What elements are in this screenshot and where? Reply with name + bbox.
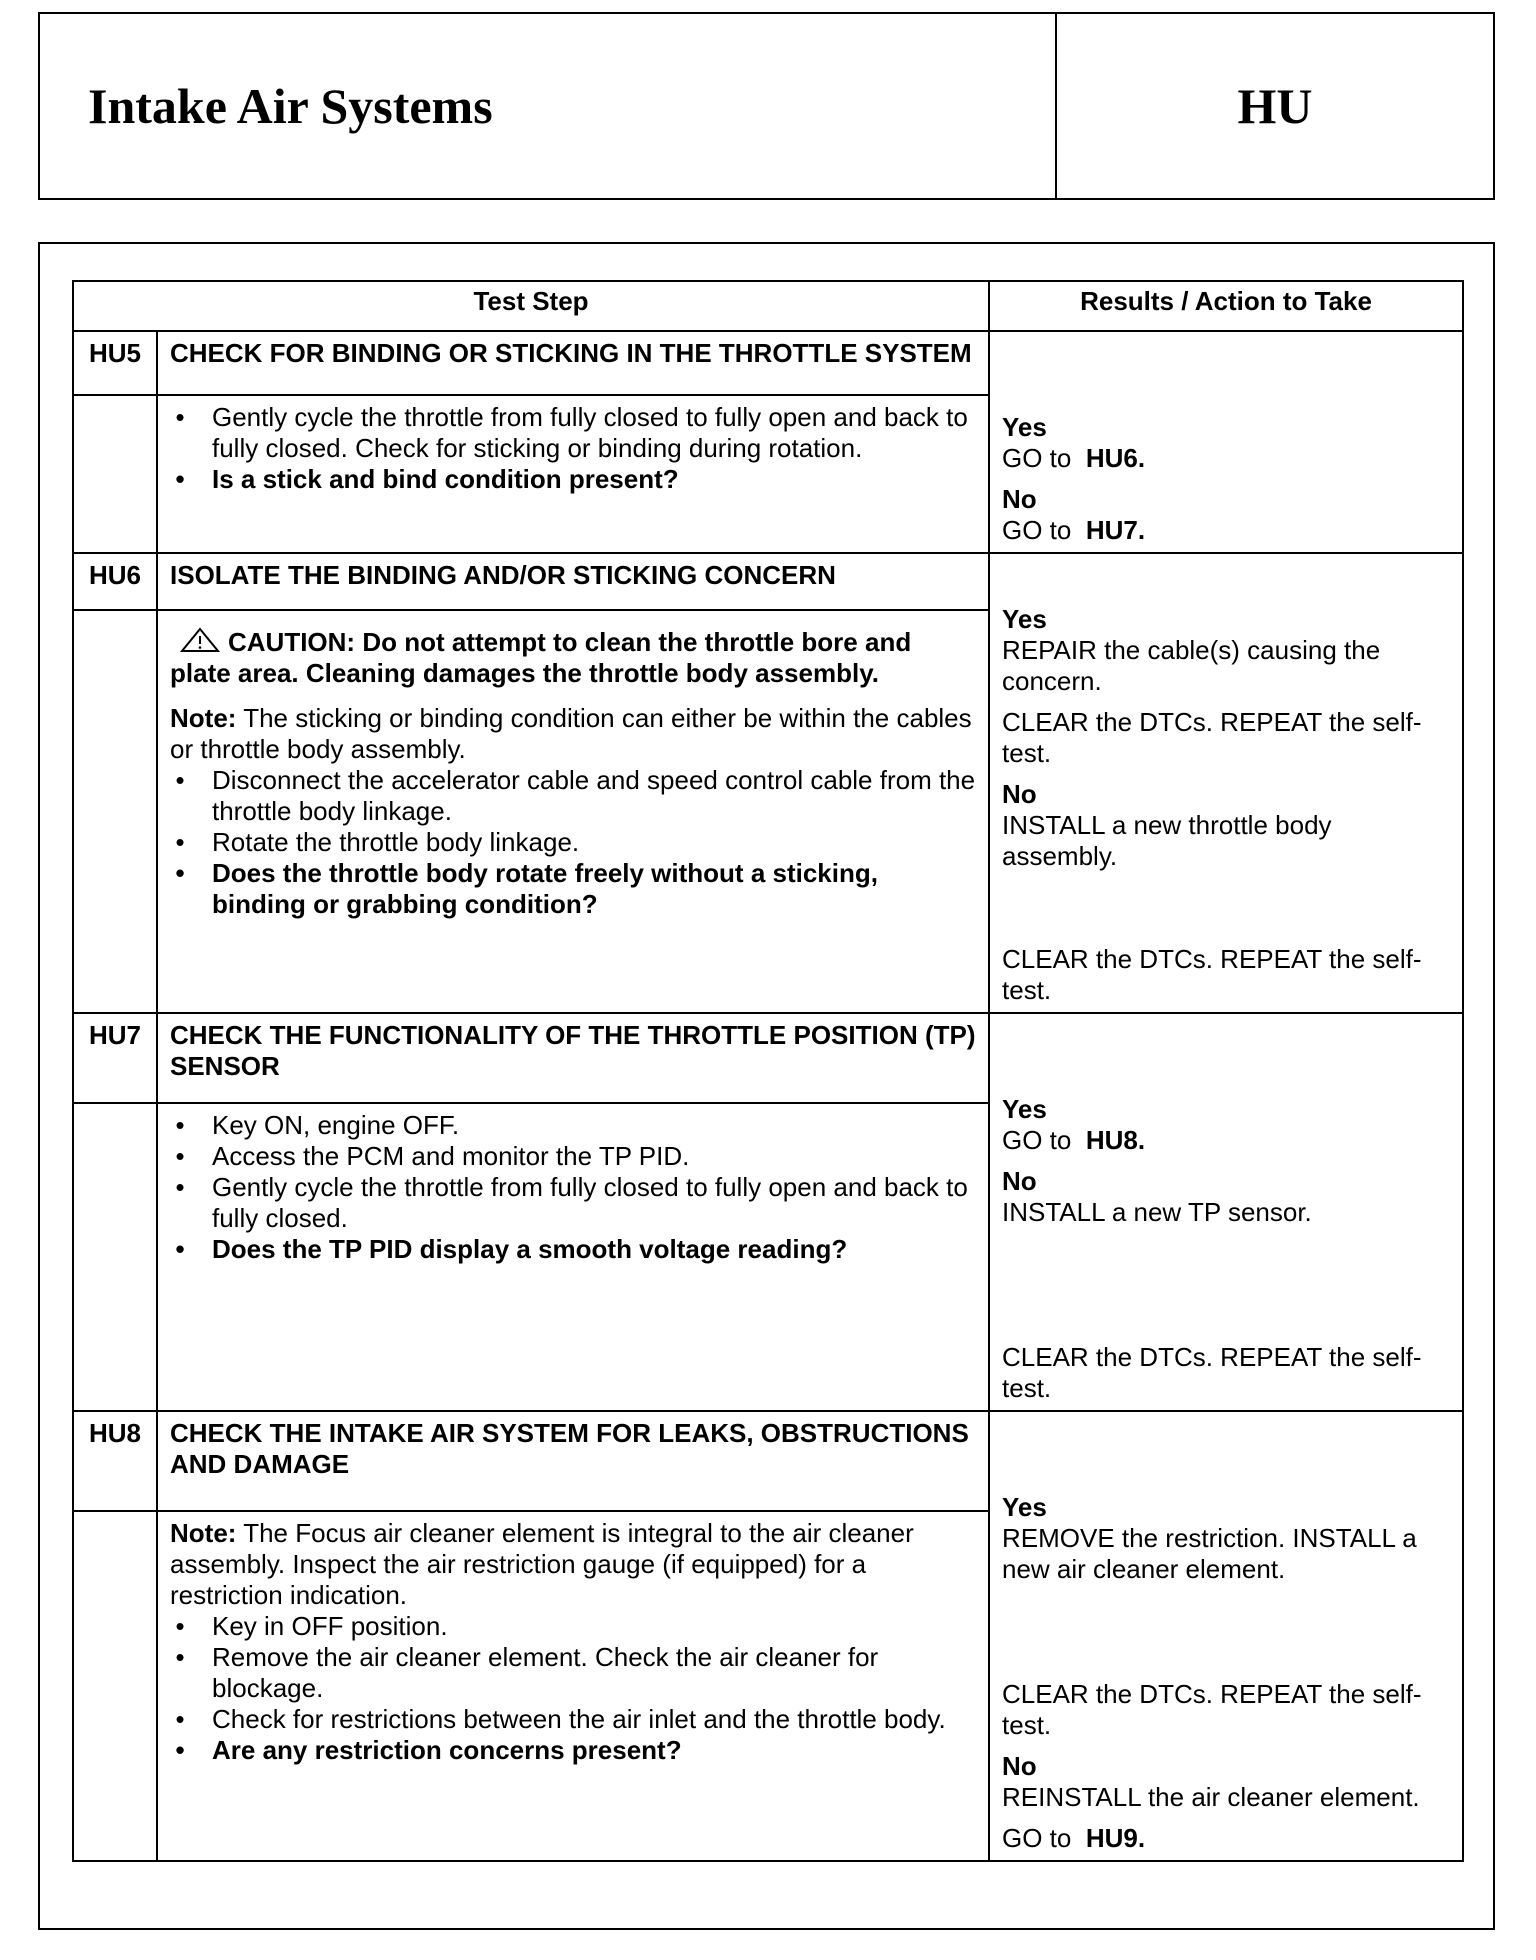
- list-item: • Check for restrictions between the air inlet and the throttle body.: [170, 1704, 976, 1735]
- step-result: [989, 331, 1463, 553]
- step-title-row: [73, 1411, 1463, 1511]
- step-code: HU8: [73, 1411, 157, 1511]
- step-body: [157, 1511, 989, 1861]
- yes-action: GO to HU6.: [1002, 443, 1146, 473]
- step-title-row: [73, 553, 1463, 610]
- column-header-results: Results / Action to Take: [989, 281, 1463, 331]
- caution-text: CAUTION: Do not attempt to clean the throttle bore and plate area. Cleaning damages the throttle body assembly.: [170, 626, 912, 688]
- yes-action: GO to HU8.: [1002, 1125, 1146, 1155]
- page-header: [38, 12, 1495, 200]
- yes-action: REPAIR the cable(s) causing the concern.: [1002, 635, 1381, 696]
- list-item: • Key in OFF position.: [170, 1611, 976, 1642]
- page-title: Intake Air Systems: [40, 14, 1057, 198]
- list-item: • Gently cycle the throttle from fully closed to fully open and back to fully closed. Check for sticking or binding during rotation.: [170, 402, 976, 464]
- no-action: INSTALL a new TP sensor.: [1002, 1197, 1312, 1227]
- yes-action: REMOVE the restriction. INSTALL a new air cleaner element.: [1002, 1523, 1417, 1584]
- list-item: • Is a stick and bind condition present?: [170, 464, 976, 495]
- table-header-row: [73, 281, 1463, 331]
- step-code-spacer: [73, 395, 157, 553]
- step-title: ISOLATE THE BINDING AND/OR STICKING CONCERN: [157, 553, 989, 610]
- no-label: No: [1002, 1166, 1037, 1196]
- no-action-clear: CLEAR the DTCs. REPEAT the self-test.: [1002, 1342, 1422, 1403]
- yes-label: Yes: [1002, 1492, 1047, 1522]
- list-item: • Remove the air cleaner element. Check the air cleaner for blockage.: [170, 1642, 976, 1704]
- step-body: [157, 1103, 989, 1411]
- note-text: Note: The Focus air cleaner element is integral to the air cleaner assembly. Inspect the air restriction gauge (if equipped) for a restriction indication.: [170, 1518, 914, 1610]
- yes-label: Yes: [1002, 604, 1047, 634]
- test-step-table: [72, 280, 1464, 1862]
- step-title-row: [73, 331, 1463, 395]
- step-title: CHECK THE INTAKE AIR SYSTEM FOR LEAKS, OBSTRUCTIONS AND DAMAGE: [157, 1411, 989, 1511]
- step-result: [989, 1013, 1463, 1411]
- step-code: HU6: [73, 553, 157, 610]
- list-item: • Does the throttle body rotate freely without a sticking, binding or grabbing condition?: [170, 858, 976, 920]
- list-item: • Disconnect the accelerator cable and speed control cable from the throttle body linkage.: [170, 765, 976, 827]
- step-code-spacer: [73, 1103, 157, 1411]
- list-item: • Rotate the throttle body linkage.: [170, 827, 976, 858]
- step-code-spacer: [73, 610, 157, 1013]
- warning-triangle-icon: [180, 627, 220, 653]
- no-label: No: [1002, 779, 1037, 809]
- section-code: HU: [1237, 78, 1313, 134]
- step-code: HU7: [73, 1013, 157, 1103]
- yes-label: Yes: [1002, 412, 1047, 442]
- no-label: No: [1002, 1751, 1037, 1781]
- yes-action-clear: CLEAR the DTCs. REPEAT the self-test.: [1002, 1679, 1422, 1740]
- step-title: CHECK FOR BINDING OR STICKING IN THE THROTTLE SYSTEM: [157, 331, 989, 395]
- list-item: • Does the TP PID display a smooth voltage reading?: [170, 1234, 976, 1265]
- no-action: INSTALL a new throttle body assembly.: [1002, 810, 1332, 871]
- list-item: • Key ON, engine OFF.: [170, 1110, 976, 1141]
- no-action: REINSTALL the air cleaner element.: [1002, 1782, 1420, 1812]
- step-title: CHECK THE FUNCTIONALITY OF THE THROTTLE POSITION (TP) SENSOR: [157, 1013, 989, 1103]
- no-action-goto: GO to HU9.: [1002, 1823, 1146, 1853]
- step-result: [989, 1411, 1463, 1861]
- list-item: • Gently cycle the throttle from fully closed to fully open and back to fully closed.: [170, 1172, 976, 1234]
- step-title-row: [73, 1013, 1463, 1103]
- step-result: [989, 553, 1463, 1013]
- no-action: GO to HU7.: [1002, 515, 1146, 545]
- no-label: No: [1002, 484, 1037, 514]
- no-action-clear: CLEAR the DTCs. REPEAT the self-test.: [1002, 944, 1422, 1005]
- column-header-test-step: Test Step: [73, 281, 989, 331]
- list-item: • Are any restriction concerns present?: [170, 1735, 976, 1766]
- yes-label: Yes: [1002, 1094, 1047, 1124]
- step-body: [157, 610, 989, 1013]
- step-code: HU5: [73, 331, 157, 395]
- list-item: • Access the PCM and monitor the TP PID.: [170, 1141, 976, 1172]
- note-text: Note: The sticking or binding condition can either be within the cables or throttle body assembly.: [170, 702, 972, 764]
- step-code-spacer: [73, 1511, 157, 1861]
- yes-action-clear: CLEAR the DTCs. REPEAT the self-test.: [1002, 707, 1422, 768]
- step-body: [157, 395, 989, 553]
